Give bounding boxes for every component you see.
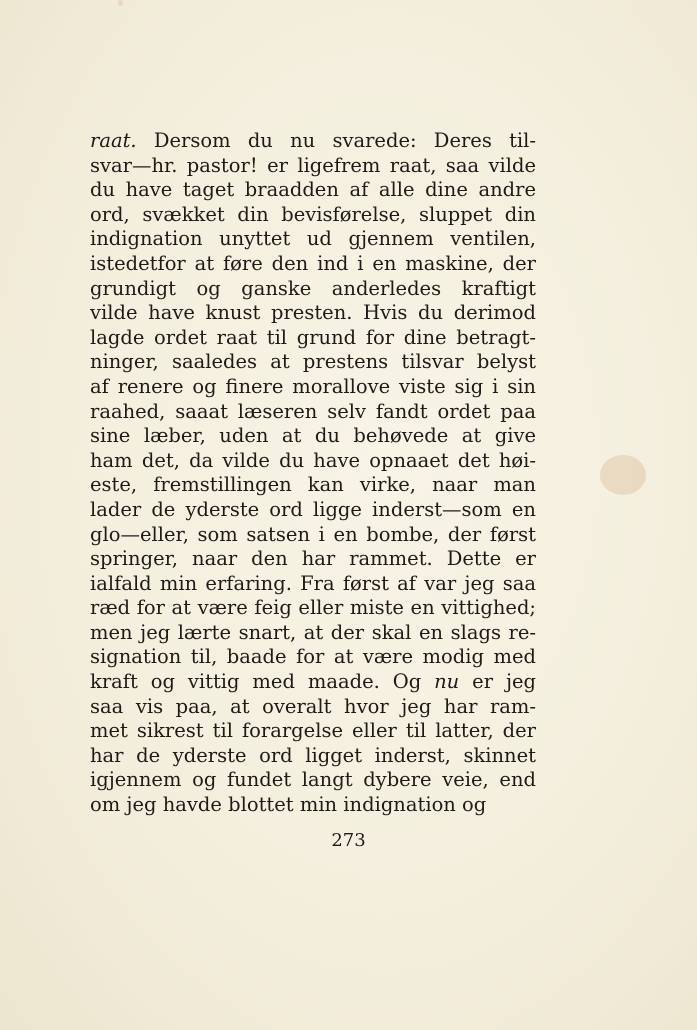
text-line — [90, 744, 536, 769]
text-line — [90, 449, 536, 474]
text-segment: raahed, saaat læseren selv fandt ordet paa — [90, 399, 536, 423]
text-segment: met sikrest til forargelse eller til latter, der — [90, 719, 536, 743]
text-segment: springer, naar den har rammet. Dette er — [90, 547, 536, 571]
text-segment: men jeg lærte snart, at der skal en slags re- — [90, 620, 536, 644]
body-text — [90, 129, 536, 818]
text-segment: om jeg havde blottet min indignation og — [90, 793, 487, 817]
text-line — [90, 473, 536, 498]
text-line — [90, 768, 536, 793]
text-segment: svar—hr. pastor! er ligefrem raat, saa vilde — [90, 153, 536, 177]
text-segment: glo—eller, som satsen i en bombe, der først — [90, 522, 536, 546]
italic-text: raat. — [90, 129, 137, 152]
text-line — [90, 301, 536, 326]
text-segment: sine læber, uden at du behøvede at give — [90, 424, 536, 448]
text-segment: Dersom du nu svarede: Deres til- — [136, 129, 536, 152]
text-segment: er jeg — [459, 670, 536, 694]
text-segment: du have taget braadden af alle dine andre — [90, 178, 536, 202]
text-line — [90, 252, 536, 277]
text-segment: igjennem og fundet langt dybere veie, end — [90, 768, 536, 792]
text-line — [90, 695, 536, 720]
text-line — [90, 375, 536, 400]
page-number: 273 — [331, 830, 366, 851]
text-segment: ialfald min erfaring. Fra først af var jeg saa — [90, 571, 536, 595]
text-line — [90, 227, 536, 252]
text-segment: ham det, da vilde du have opnaaet det høi- — [90, 448, 536, 472]
text-segment: ninger, saaledes at prestens tilsvar belyst — [90, 350, 536, 374]
text-line — [90, 178, 536, 203]
text-segment: ræd for at være feig eller miste en vittighed; — [90, 596, 536, 620]
text-line — [90, 670, 536, 695]
text-line — [90, 523, 536, 548]
text-segment: har de yderste ord ligget inderst, skinnet — [90, 743, 536, 767]
text-segment: grundigt og ganske anderledes kraftigt — [90, 276, 536, 300]
text-segment: lader de yderste ord ligge inderst—som en — [90, 497, 536, 521]
text-line — [90, 326, 536, 351]
text-line — [90, 596, 536, 621]
italic-text: nu — [434, 670, 460, 694]
text-line — [90, 400, 536, 425]
text-segment: ord, svækket din bevisførelse, sluppet din — [90, 202, 536, 226]
paper-stain — [600, 455, 646, 495]
text-line — [90, 793, 536, 818]
text-segment: saa vis paa, at overalt hvor jeg har ram- — [90, 694, 536, 718]
text-segment: kraft og vittig med maade. Og — [90, 670, 435, 694]
text-line — [90, 572, 536, 597]
text-line — [90, 719, 536, 744]
text-line — [90, 547, 536, 572]
text-segment: af renere og finere morallove viste sig i sin — [90, 374, 536, 398]
text-segment: este, fremstillingen kan virke, naar man — [90, 473, 536, 497]
text-segment: signation til, baade for at være modig med — [90, 645, 536, 669]
text-line — [90, 154, 536, 179]
text-segment: vilde have knust presten. Hvis du derimod — [90, 301, 536, 325]
text-line — [90, 645, 536, 670]
text-segment: istedetfor at føre den ind i en maskine, der — [90, 251, 536, 275]
text-line — [90, 498, 536, 523]
text-line — [90, 203, 536, 228]
text-segment: lagde ordet raat til grund for dine betragt- — [90, 325, 536, 349]
text-line — [90, 277, 536, 302]
paper-stain — [118, 0, 123, 6]
text-segment: indignation unyttet ud gjennem ventilen, — [90, 227, 536, 251]
text-line — [90, 621, 536, 646]
text-line — [90, 424, 536, 449]
text-line — [90, 129, 536, 154]
text-line — [90, 350, 536, 375]
